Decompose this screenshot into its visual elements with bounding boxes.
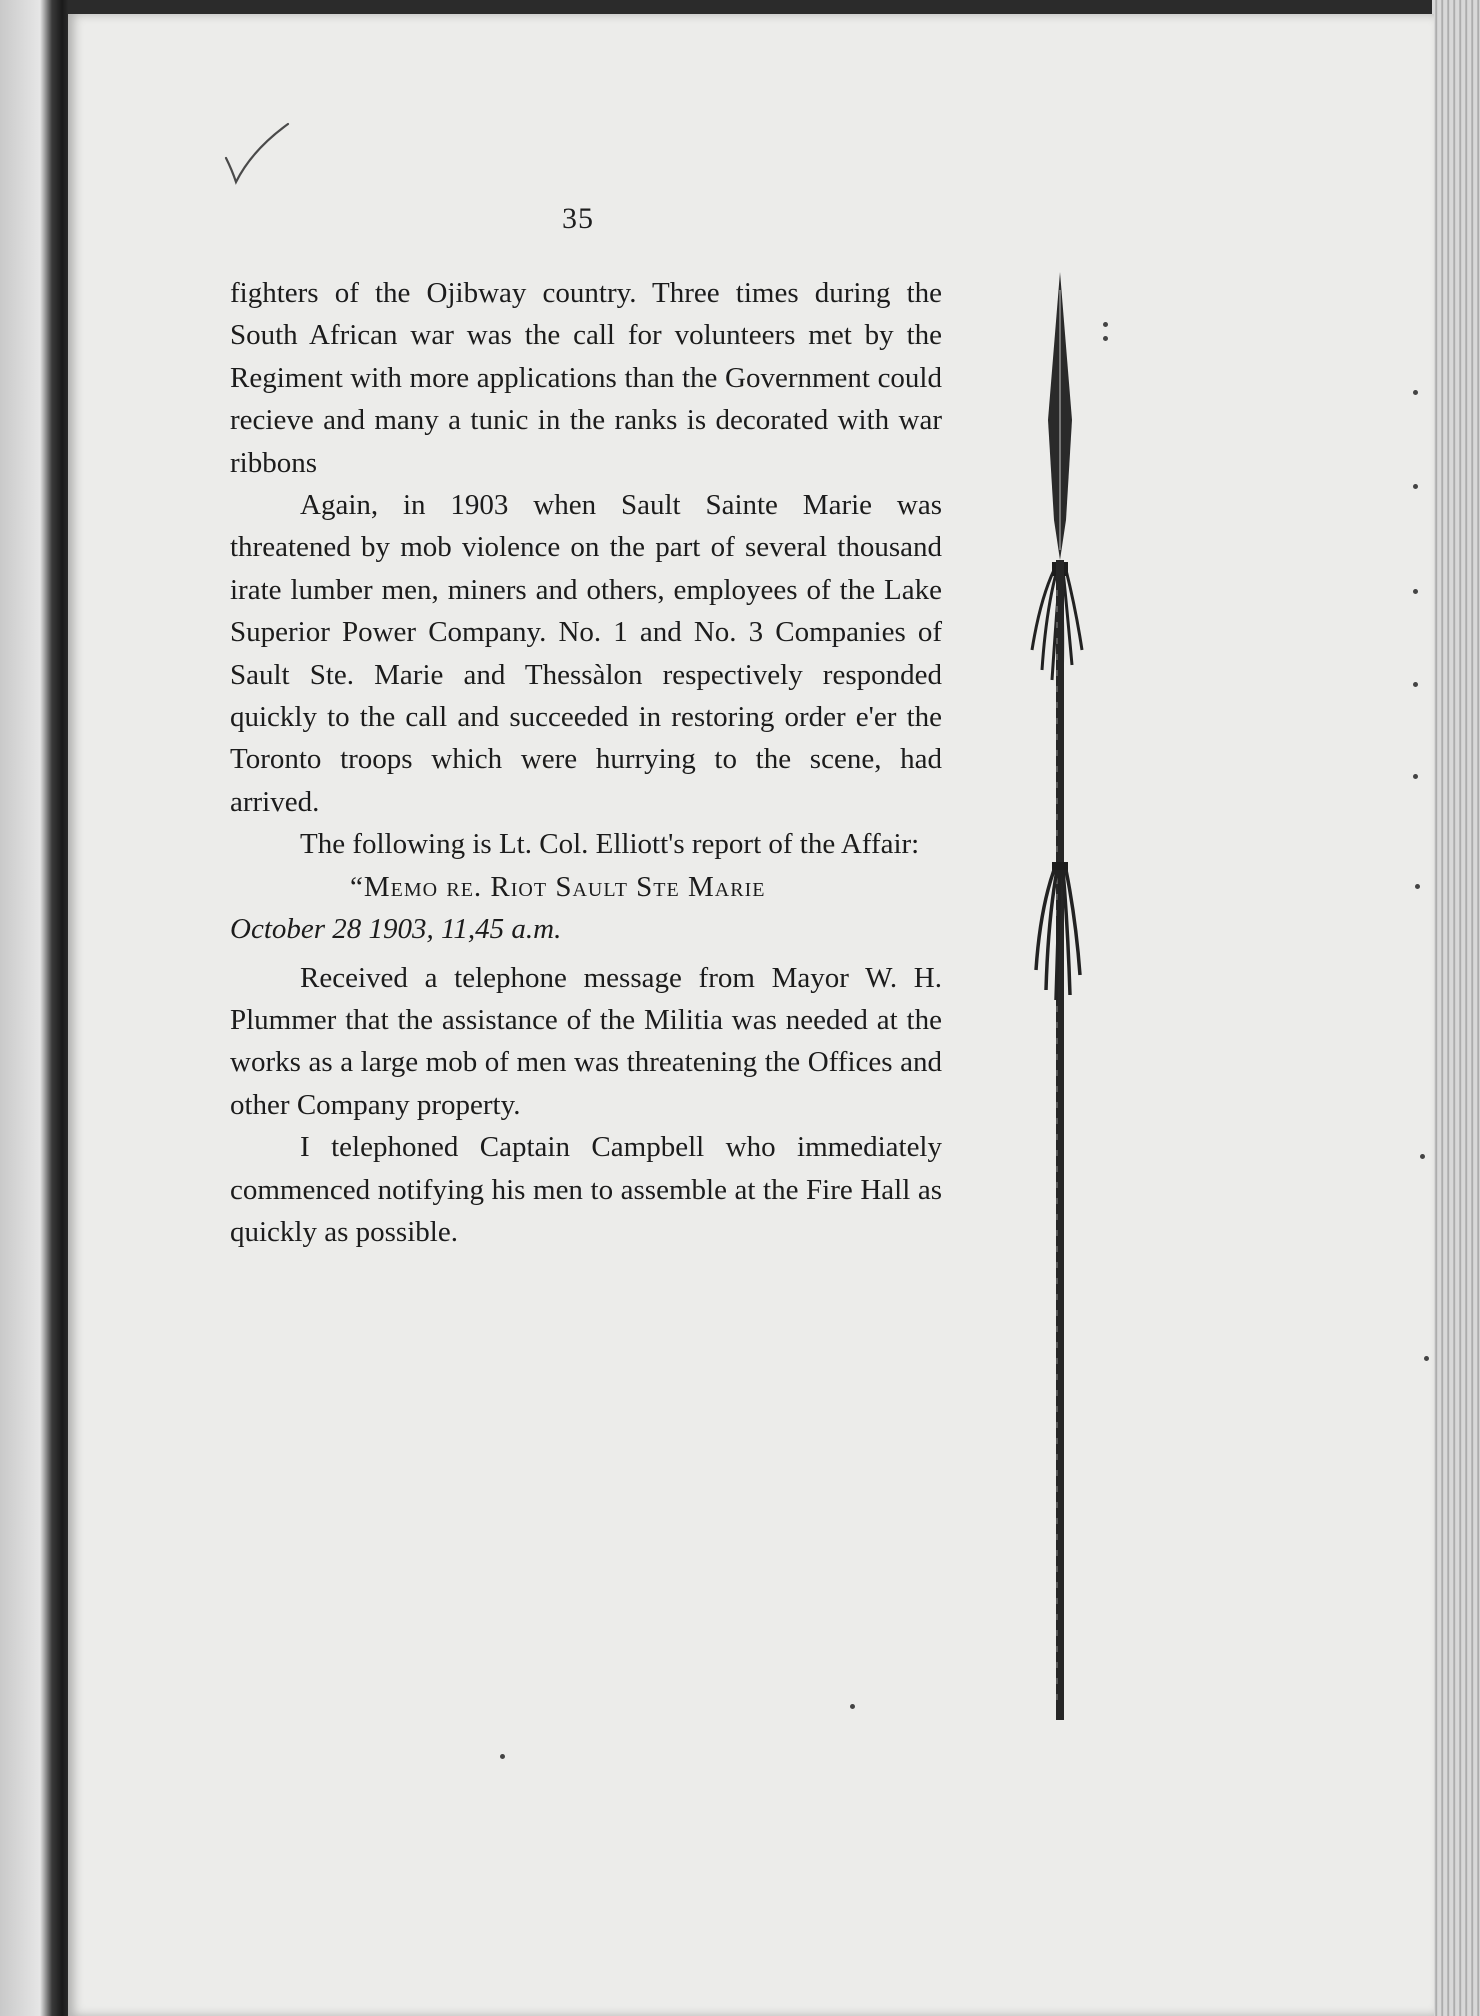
speck	[850, 1704, 855, 1709]
speck	[1420, 1154, 1425, 1159]
speck	[1413, 589, 1418, 594]
book-gutter	[0, 0, 68, 2016]
spear-illustration-icon	[1010, 270, 1110, 1720]
speck	[1415, 884, 1420, 889]
body-text	[230, 272, 942, 1253]
paragraph: Again, in 1903 when Sault Sainte Marie was threatened by mob violence on the part of several thousand irate lumber men, miners and others, employees of the Lake Superior Power Company. No. 1 and No. 3 Companies of Sault Ste. Marie and Thessàlon respectively responded quickly to the call and succeeded in restoring order e'er the Toronto troops which were hurrying to the scene, had arrived.	[230, 489, 942, 818]
speck	[1413, 484, 1418, 489]
page-stack-edge	[1432, 0, 1480, 2016]
paragraph: fighters of the Ojibway country. Three times during the South African war was the call for volunteers met by the Regiment with more applications than the Government could recieve and many a tunic in the ranks is decorated with war ribbons	[230, 277, 942, 479]
speck	[1424, 1356, 1429, 1361]
speck	[500, 1754, 505, 1759]
speck	[1103, 336, 1108, 341]
memo-date: October 28 1903, 11,45 a.m.	[230, 913, 562, 946]
paragraph: I telephoned Captain Campbell who immediately commenced notifying his men to assemble at the Fire Hall as quickly as possible.	[230, 1131, 942, 1248]
speck	[1103, 322, 1108, 327]
speck	[1413, 390, 1418, 395]
paragraph: The following is Lt. Col. Elliott's report of the Affair:	[300, 828, 920, 861]
book-page	[68, 14, 1434, 2016]
speck	[1413, 682, 1418, 687]
page-number: 35	[562, 202, 594, 235]
paragraph: Received a telephone message from Mayor W. H. Plummer that the assistance of the Militia was needed at the works as a large mob of men was threatening the Offices and other Company property.	[230, 961, 942, 1121]
memo-heading: “Memo re. Riot Sault Ste Marie	[350, 870, 766, 903]
check-mark-icon	[222, 120, 292, 190]
speck	[1413, 774, 1418, 779]
